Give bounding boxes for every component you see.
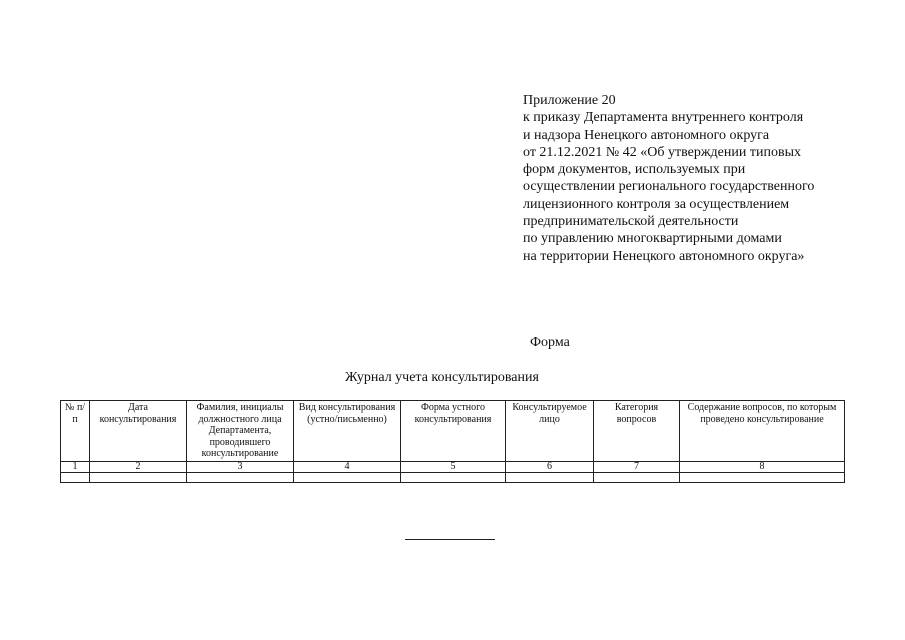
annex-line: осуществлении регионального государственного [523,179,815,195]
header-cell-content: Содержание вопросов, по которым проведено консультирование [680,401,845,462]
empty-row [61,472,845,482]
journal-table [60,400,845,483]
column-number-cell: 5 [401,461,506,472]
header-cell-official: Фамилия, инициалы должностного лица Департамента, проводившего консультирование [187,401,294,462]
annex-block [523,92,814,265]
empty-cell [187,472,294,482]
header-cell-date: Дата консультирования [90,401,187,462]
column-number-cell: 7 [594,461,680,472]
annex-line: к приказу Департамента внутреннего контроля [523,110,804,126]
column-number-cell: 4 [294,461,401,472]
annex-line: по управлению многоквартирными домами [523,231,782,247]
column-number-cell: 8 [680,461,845,472]
column-number-cell: 3 [187,461,294,472]
header-cell-number: № п/п [61,401,90,462]
empty-cell [90,472,187,482]
annex-line: лицензионного контроля за осуществлением [523,196,790,212]
annex-line: форм документов, используемых при [523,162,746,178]
annex-line: от 21.12.2021 № 42 «Об утверждении типовых [523,144,801,160]
closing-line-divider [405,539,495,540]
annex-line: на территории Ненецкого автономного округа» [523,248,805,264]
column-number-cell: 2 [90,461,187,472]
empty-cell [401,472,506,482]
header-cell-person: Консультируемое лицо [506,401,594,462]
table-header-row [61,401,845,462]
empty-cell [294,472,401,482]
annex-line: Приложение 20 [523,93,616,108]
column-number-row [61,461,845,472]
annex-line: предпринимательской деятельности [523,214,739,230]
column-number-cell: 1 [61,461,90,472]
header-cell-category: Категория вопросов [594,401,680,462]
empty-cell [506,472,594,482]
header-cell-oral-form: Форма устного консультирования [401,401,506,462]
empty-cell [594,472,680,482]
form-label: Форма [530,335,570,350]
journal-title: Журнал учета консультирования [345,370,539,385]
annex-line: и надзора Ненецкого автономного округа [523,127,770,143]
empty-cell [680,472,845,482]
empty-cell [61,472,90,482]
header-cell-type: Вид консультирования (устно/письменно) [294,401,401,462]
column-number-cell: 6 [506,461,594,472]
